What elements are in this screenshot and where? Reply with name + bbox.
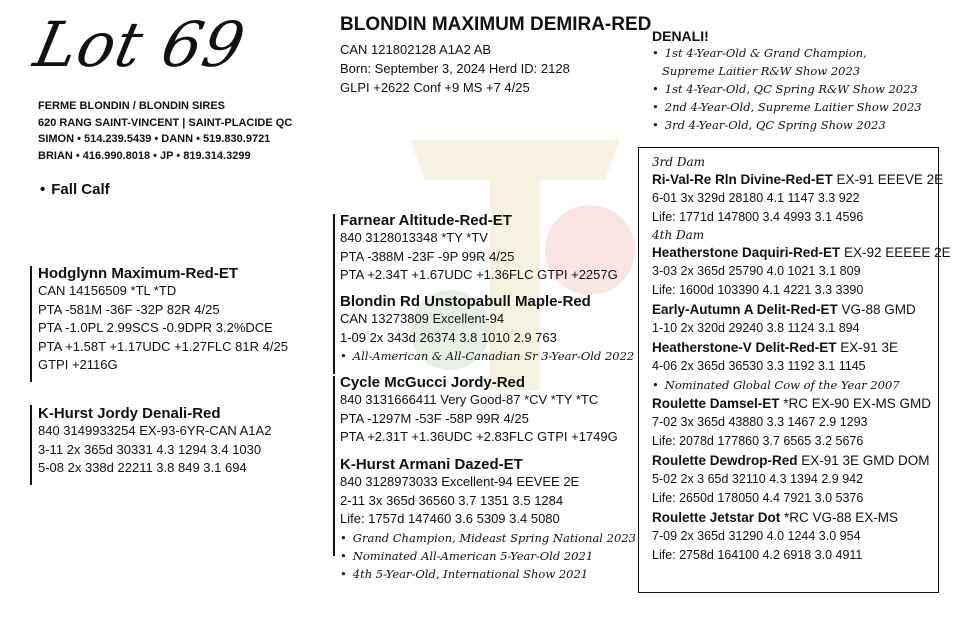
maternal-line-box	[638, 147, 951, 593]
seventh-dam-name: Roulette Damsel-ET *RC EX-90 EX-MS GMD	[652, 396, 932, 411]
third-dam-label: 3rd Dam	[652, 155, 706, 169]
animal-registration: CAN 121802128 A1A2 AB	[340, 42, 492, 57]
highlight-item: • 1st 4-Year-Old & Grand Champion,	[652, 44, 922, 62]
dam-sire-line: 840 3131666411 Very Good-87 *CV *TY *TC	[340, 392, 599, 407]
ninth-dam-line: Life: 2758d 164100 4.2 6918 3.0 4911	[652, 548, 863, 562]
fifth-dam-name: Early-Autumn A Delit-Red-ET VG-88 GMD	[652, 302, 916, 317]
dam-dam-note: • 4th 5-Year-Old, International Show 2021	[340, 565, 636, 583]
seventh-dam-line: 7-02 3x 365d 43880 3.3 1467 2.9 1293	[652, 415, 868, 429]
dam-block	[38, 405, 271, 478]
dam-dam-name: K-Hurst Armani Dazed-ET	[340, 456, 523, 473]
sire-name: Hodglynn Maximum-Red-ET	[38, 265, 239, 282]
dam-dam-block	[340, 456, 636, 583]
dam-dam-line: 2-11 3x 365d 36560 3.7 1351 3.5 1284	[340, 492, 564, 508]
dam-sire-block	[340, 374, 618, 447]
farm-contact-1: SIMON • 514.239.5439 • DANN • 519.830.9721	[38, 133, 271, 145]
sire-dam-note: • All-American & All-Canadian Sr 3-Year-Old 2022	[340, 347, 634, 365]
fourth-dam-name: Heatherstone Daquiri-Red-ET EX-92 EEEEE 2E	[652, 245, 951, 260]
sire-dam-name: Blondin Rd Unstopabull Maple-Red	[340, 293, 591, 310]
highlight-item: • 2nd 4-Year-Old, Supreme Laitier Show 2023	[652, 98, 922, 116]
farm-contact-2: BRIAN • 416.990.8018 • JP • 819.314.3299	[38, 149, 251, 162]
farm-info	[38, 98, 292, 164]
sire-line: PTA +1.58T +1.17UDC +1.27FLC 81R 4/25	[38, 338, 288, 354]
eighth-dam-name: Roulette Dewdrop-Red EX-91 3E GMD DOM	[652, 453, 930, 468]
sire-line: PTA -1.0PL 2.99SCS -0.9DPR 3.2%DCE	[38, 320, 273, 335]
lot-number: Lot 69	[28, 8, 252, 81]
sire-sire-line: PTA -388M -23F -9P 99R 4/25	[340, 248, 515, 264]
fourth-dam-line: 3-03 2x 365d 25790 4.0 1021 3.1 809	[652, 264, 861, 278]
animal-birth: Born: September 3, 2024 Herd ID: 2128	[340, 61, 570, 76]
seventh-dam-line: Life: 2078d 177860 3.7 6565 3.2 5676	[652, 434, 864, 448]
dam-sire-line: PTA +2.31T +1.36UDC +2.83FLC GTPI +1749G	[340, 429, 618, 444]
sire-dam-line: CAN 13273809 Excellent-94	[340, 311, 505, 326]
dam-dam-note: • Grand Champion, Mideast Spring National 2023	[340, 529, 636, 547]
sire-block	[38, 265, 288, 375]
dam-sire-line: PTA -1297M -53F -58P 99R 4/25	[340, 410, 529, 426]
sixth-dam-name: Heatherstone-V Delit-Red-ET EX-91 3E	[652, 340, 899, 355]
maternal-line	[652, 154, 951, 565]
sire-sire-line: PTA +2.34T +1.67UDC +1.36FLC GTPI +2257G	[340, 267, 618, 282]
highlight-item: • 1st 4-Year-Old, QC Spring R&W Show 2023	[652, 80, 922, 98]
dam-dam-line: Life: 1757d 147460 3.6 5309 3.4 5080	[340, 511, 560, 526]
dam-highlights-heading: DENALI!	[652, 28, 709, 44]
dam-line: 5-08 2x 338d 22211 3.8 849 3.1 694	[38, 460, 247, 475]
animal-info	[340, 40, 570, 97]
eighth-dam-line: 5-02 2x 3 65d 32110 4.3 1394 2.9 942	[652, 472, 864, 486]
dam-dam-line: 840 3128973033 Excellent-94 EEVEE 2E	[340, 474, 580, 489]
dam-line: 3-11 2x 365d 30331 4.3 1294 3.4 1030	[38, 441, 262, 457]
sire-sire-name: Farnear Altitude-Red-ET	[340, 212, 512, 229]
ninth-dam-line: 7-09 2x 365d 31290 4.0 1244 3.0 954	[652, 529, 861, 543]
dam-line: 840 3149933254 EX-93-6YR-CAN A1A2	[38, 423, 272, 438]
sire-line: PTA -581M -36F -32P 82R 4/25	[38, 301, 220, 317]
pedigree-bracket	[30, 405, 32, 485]
highlight-item: Supreme Laitier R&W Show 2023	[662, 64, 861, 78]
pedigree-bracket	[333, 376, 335, 556]
fourth-dam-label: 4th Dam	[652, 228, 705, 242]
sire-dam-block	[340, 293, 634, 365]
farm-address: 620 RANG SAINT-VINCENT | SAINT-PLACIDE QC	[38, 116, 293, 129]
sire-sire-line: 840 3128013348 *TY *TV	[340, 230, 488, 245]
farm-name: FERME BLONDIN / BLONDIN SIRES	[38, 100, 226, 112]
third-dam-name: Ri-Val-Re Rln Divine-Red-ET EX-91 EEEVE 2E	[652, 172, 944, 187]
pedigree-bracket	[30, 266, 32, 382]
dam-sire-name: Cycle McGucci Jordy-Red	[340, 374, 526, 391]
sixth-dam-note: • Nominated Global Cow of the Year 2007	[652, 376, 951, 394]
sire-line: CAN 14156509 *TL *TD	[38, 283, 177, 298]
third-dam-line: Life: 1771d 147800 3.4 4993 3.1 4596	[652, 210, 864, 224]
sire-line: GTPI +2116G	[38, 357, 118, 372]
animal-name: BLONDIN MAXIMUM DEMIRA-RED	[340, 14, 652, 35]
fourth-dam-line: Life: 1600d 103390 4.1 4221 3.3 3390	[652, 283, 864, 297]
ninth-dam-name: Roulette Jetstar Dot *RC VG-88 EX-MS	[652, 510, 899, 525]
category-label: • Fall Calf	[40, 181, 110, 198]
dam-dam-note: • Nominated All-American 5-Year-Old 2021	[340, 547, 636, 565]
eighth-dam-line: Life: 2650d 178050 4.4 7921 3.0 5376	[652, 491, 864, 505]
highlight-item: • 3rd 4-Year-Old, QC Spring Show 2023	[652, 116, 922, 134]
pedigree-bracket	[333, 214, 335, 374]
sire-dam-line: 1-09 2x 343d 26374 3.8 1010 2.9 763	[340, 329, 557, 345]
sire-sire-block	[340, 212, 618, 285]
sixth-dam-line: 4-06 2x 365d 36530 3.3 1192 3.1 1145	[652, 359, 866, 373]
fifth-dam-line: 1-10 2x 320d 29240 3.8 1124 3.1 894	[652, 321, 860, 335]
third-dam-line: 6-01 3x 329d 28180 4.1 1147 3.3 922	[652, 191, 860, 205]
dam-highlights	[652, 28, 922, 134]
dam-name: K-Hurst Jordy Denali-Red	[38, 405, 221, 422]
animal-genomics: GLPI +2622 Conf +9 MS +7 4/25	[340, 80, 530, 95]
